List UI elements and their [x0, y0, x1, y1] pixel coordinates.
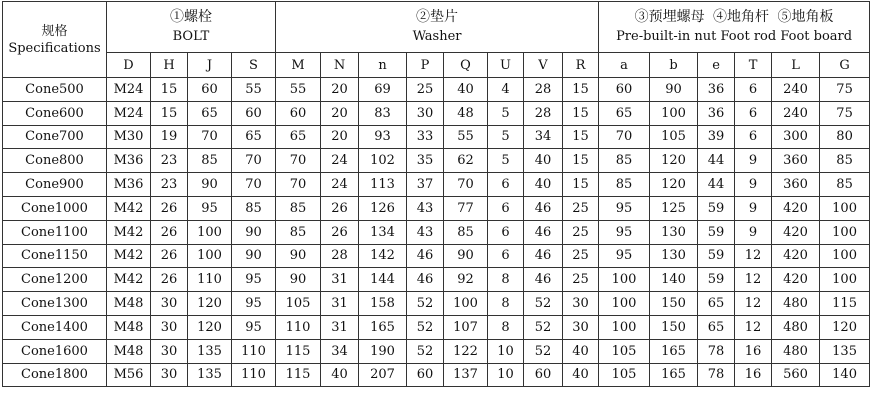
table-row [3, 101, 870, 125]
table-cell: 480 [772, 292, 820, 316]
washer-header-cn: ②垫片 [416, 9, 459, 25]
table-cell: 15 [151, 78, 188, 102]
table-cell: 100 [820, 196, 870, 220]
table-cell: 5 [488, 125, 524, 149]
table-cell: 46 [524, 268, 563, 292]
table-cell: 560 [772, 363, 820, 387]
table-cell: 65 [698, 315, 735, 339]
table-cell: 9 [735, 196, 772, 220]
table-cell: 4 [488, 78, 524, 102]
table-cell: 420 [772, 268, 820, 292]
table-row [3, 315, 870, 339]
table-cell: 8 [488, 315, 524, 339]
table-cell: 100 [650, 101, 698, 125]
specifications-table [2, 1, 870, 387]
row-spec-name: Cone1100 [3, 220, 107, 244]
table-cell: 20 [321, 101, 359, 125]
table-cell: 25 [563, 196, 599, 220]
table-cell: 70 [232, 149, 276, 173]
table-cell: 12 [735, 315, 772, 339]
spec-header [3, 2, 107, 78]
table-row [3, 149, 870, 173]
table-cell: 158 [359, 292, 407, 316]
table-cell: 31 [321, 292, 359, 316]
table-cell: 120 [188, 292, 232, 316]
column-header: D [107, 53, 151, 78]
table-cell: 52 [407, 339, 444, 363]
column-header: V [524, 53, 563, 78]
table-cell: 8 [488, 268, 524, 292]
table-cell: 95 [599, 220, 650, 244]
table-cell: 135 [820, 339, 870, 363]
table-cell: 360 [772, 149, 820, 173]
table-cell: 300 [772, 125, 820, 149]
table-cell: 85 [820, 173, 870, 197]
column-header: a [599, 53, 650, 78]
table-cell: 100 [444, 292, 488, 316]
table-cell: 23 [151, 173, 188, 197]
table-cell: 85 [444, 220, 488, 244]
table-cell: 59 [698, 196, 735, 220]
table-cell: 92 [444, 268, 488, 292]
table-cell: 48 [444, 101, 488, 125]
spec-header-en: Specifications [8, 40, 101, 56]
bolt-group-header [107, 2, 276, 53]
row-spec-name: Cone700 [3, 125, 107, 149]
table-cell: 130 [650, 244, 698, 268]
table-cell: 480 [772, 315, 820, 339]
row-spec-name: Cone1200 [3, 268, 107, 292]
table-cell: M30 [107, 125, 151, 149]
table-cell: 75 [820, 101, 870, 125]
table-cell: 19 [151, 125, 188, 149]
row-spec-name: Cone1600 [3, 339, 107, 363]
column-header: Q [444, 53, 488, 78]
column-header: N [321, 53, 359, 78]
table-cell: 15 [563, 101, 599, 125]
table-cell: 144 [359, 268, 407, 292]
table-cell: 43 [407, 196, 444, 220]
table-cell: 105 [276, 292, 321, 316]
column-header-row [3, 53, 870, 78]
column-header: b [650, 53, 698, 78]
table-cell: 78 [698, 363, 735, 387]
table-cell: 5 [488, 149, 524, 173]
table-cell: 36 [698, 101, 735, 125]
table-cell: 30 [407, 101, 444, 125]
table-cell: 60 [524, 363, 563, 387]
group-header-row [3, 2, 870, 53]
table-cell: 46 [524, 220, 563, 244]
table-cell: 85 [599, 149, 650, 173]
row-spec-name: Cone1300 [3, 292, 107, 316]
table-cell: 15 [563, 125, 599, 149]
table-cell: M42 [107, 196, 151, 220]
table-cell: 44 [698, 173, 735, 197]
table-cell: 95 [232, 268, 276, 292]
table-cell: M24 [107, 101, 151, 125]
table-cell: 60 [407, 363, 444, 387]
table-cell: 100 [188, 220, 232, 244]
table-cell: 165 [359, 315, 407, 339]
table-cell: 142 [359, 244, 407, 268]
table-cell: 52 [524, 315, 563, 339]
table-cell: 9 [735, 220, 772, 244]
column-header: L [772, 53, 820, 78]
table-cell: 240 [772, 78, 820, 102]
washer-group-header [276, 2, 599, 53]
table-cell: 30 [151, 363, 188, 387]
table-cell: 15 [563, 78, 599, 102]
washer-header-en: Washer [412, 29, 462, 44]
table-cell: 80 [820, 125, 870, 149]
bolt-header-cn: ①螺栓 [170, 9, 212, 25]
table-cell: 52 [524, 339, 563, 363]
table-cell: 90 [276, 268, 321, 292]
table-cell: 15 [151, 101, 188, 125]
table-cell: 12 [735, 244, 772, 268]
row-spec-name: Cone600 [3, 101, 107, 125]
table-cell: 90 [232, 220, 276, 244]
column-header: e [698, 53, 735, 78]
table-cell: 26 [151, 220, 188, 244]
table-cell: 39 [698, 125, 735, 149]
table-cell: 105 [650, 125, 698, 149]
table-cell: M36 [107, 173, 151, 197]
table-cell: 105 [599, 339, 650, 363]
column-header: H [151, 53, 188, 78]
table-cell: M42 [107, 244, 151, 268]
table-cell: 95 [232, 292, 276, 316]
table-cell: 24 [321, 173, 359, 197]
table-row [3, 292, 870, 316]
table-cell: 70 [599, 125, 650, 149]
table-cell: 33 [407, 125, 444, 149]
row-spec-name: Cone1800 [3, 363, 107, 387]
table-cell: 70 [232, 173, 276, 197]
table-cell: M48 [107, 315, 151, 339]
table-cell: 8 [488, 292, 524, 316]
table-cell: 24 [321, 149, 359, 173]
table-cell: 100 [599, 315, 650, 339]
table-row [3, 220, 870, 244]
table-cell: 115 [276, 363, 321, 387]
column-header: P [407, 53, 444, 78]
table-cell: 120 [650, 149, 698, 173]
table-cell: 135 [188, 339, 232, 363]
table-cell: 115 [276, 339, 321, 363]
table-cell: 70 [276, 149, 321, 173]
table-cell: 55 [276, 78, 321, 102]
table-cell: 113 [359, 173, 407, 197]
table-cell: 30 [563, 292, 599, 316]
table-cell: 107 [444, 315, 488, 339]
table-cell: 44 [698, 149, 735, 173]
table-cell: 90 [188, 173, 232, 197]
table-cell: 12 [735, 292, 772, 316]
table-cell: 30 [563, 315, 599, 339]
table-cell: 100 [188, 244, 232, 268]
table-cell: 26 [151, 196, 188, 220]
table-cell: 85 [599, 173, 650, 197]
table-cell: 26 [151, 244, 188, 268]
table-cell: 190 [359, 339, 407, 363]
table-cell: 52 [524, 292, 563, 316]
table-cell: 420 [772, 244, 820, 268]
table-cell: 140 [820, 363, 870, 387]
table-cell: 360 [772, 173, 820, 197]
column-header: G [820, 53, 870, 78]
table-cell: M48 [107, 339, 151, 363]
table-cell: 46 [407, 268, 444, 292]
table-cell: 480 [772, 339, 820, 363]
table-cell: 52 [407, 292, 444, 316]
table-cell: 134 [359, 220, 407, 244]
column-header: S [232, 53, 276, 78]
table-cell: 20 [321, 125, 359, 149]
row-spec-name: Cone1000 [3, 196, 107, 220]
table-cell: 60 [232, 101, 276, 125]
table-cell: 6 [735, 101, 772, 125]
table-cell: 90 [232, 244, 276, 268]
table-cell: 25 [407, 78, 444, 102]
table-cell: 28 [321, 244, 359, 268]
table-cell: 100 [599, 292, 650, 316]
table-cell: 25 [563, 220, 599, 244]
table-cell: 26 [321, 196, 359, 220]
table-cell: 150 [650, 292, 698, 316]
table-cell: 40 [444, 78, 488, 102]
table-cell: M42 [107, 220, 151, 244]
row-spec-name: Cone1400 [3, 315, 107, 339]
table-cell: 207 [359, 363, 407, 387]
table-cell: 26 [321, 220, 359, 244]
table-cell: 126 [359, 196, 407, 220]
table-cell: 120 [188, 315, 232, 339]
table-cell: M24 [107, 78, 151, 102]
table-cell: 20 [321, 78, 359, 102]
table-cell: 30 [151, 315, 188, 339]
table-cell: 70 [276, 173, 321, 197]
table-cell: 240 [772, 101, 820, 125]
table-cell: 75 [820, 78, 870, 102]
spec-header-cn: 规格 [41, 23, 68, 39]
table-cell: 95 [188, 196, 232, 220]
table-cell: 28 [524, 78, 563, 102]
table-cell: 28 [524, 101, 563, 125]
row-spec-name: Cone500 [3, 78, 107, 102]
table-cell: 100 [820, 268, 870, 292]
table-row [3, 363, 870, 387]
table-cell: 60 [599, 78, 650, 102]
table-cell: 10 [488, 363, 524, 387]
column-header: n [359, 53, 407, 78]
table-cell: 95 [599, 244, 650, 268]
table-cell: 55 [444, 125, 488, 149]
table-body [3, 78, 870, 387]
table-cell: M48 [107, 292, 151, 316]
table-cell: 100 [599, 268, 650, 292]
row-spec-name: Cone800 [3, 149, 107, 173]
table-cell: 6 [488, 173, 524, 197]
row-spec-name: Cone1150 [3, 244, 107, 268]
table-cell: 36 [698, 78, 735, 102]
table-cell: 15 [563, 173, 599, 197]
row-spec-name: Cone900 [3, 173, 107, 197]
table-cell: 110 [232, 339, 276, 363]
table-cell: 43 [407, 220, 444, 244]
table-cell: 59 [698, 244, 735, 268]
table-cell: 6 [488, 196, 524, 220]
table-cell: 85 [276, 196, 321, 220]
table-cell: 165 [650, 339, 698, 363]
table-cell: M42 [107, 268, 151, 292]
table-cell: M36 [107, 149, 151, 173]
table-cell: 90 [276, 244, 321, 268]
table-cell: 85 [232, 196, 276, 220]
table-cell: 65 [698, 292, 735, 316]
table-cell: 40 [321, 363, 359, 387]
table-cell: 110 [188, 268, 232, 292]
table-cell: 16 [735, 339, 772, 363]
table-cell: 37 [407, 173, 444, 197]
table-cell: 70 [444, 173, 488, 197]
table-cell: 62 [444, 149, 488, 173]
table-cell: 65 [232, 125, 276, 149]
table-cell: 6 [735, 78, 772, 102]
bolt-header-en: BOLT [172, 29, 210, 44]
table-cell: 5 [488, 101, 524, 125]
table-cell: 70 [188, 125, 232, 149]
table-cell: 125 [650, 196, 698, 220]
table-cell: 30 [151, 292, 188, 316]
table-cell: M56 [107, 363, 151, 387]
table-cell: 65 [599, 101, 650, 125]
foundation-group-header [599, 2, 870, 53]
foundation-header-en: Pre-built-in nut Foot rod Foot board [616, 29, 853, 44]
table-cell: 31 [321, 268, 359, 292]
table-cell: 40 [524, 173, 563, 197]
table-cell: 12 [735, 268, 772, 292]
table-cell: 100 [820, 220, 870, 244]
table-cell: 100 [820, 244, 870, 268]
column-header: T [735, 53, 772, 78]
table-row [3, 268, 870, 292]
table-cell: 69 [359, 78, 407, 102]
table-cell: 46 [524, 244, 563, 268]
table-cell: 25 [563, 268, 599, 292]
table-cell: 83 [359, 101, 407, 125]
table-cell: 120 [650, 173, 698, 197]
table-row [3, 78, 870, 102]
table-cell: 55 [232, 78, 276, 102]
column-header: M [276, 53, 321, 78]
table-cell: 85 [820, 149, 870, 173]
table-cell: 40 [563, 363, 599, 387]
table-cell: 60 [276, 101, 321, 125]
table-cell: 26 [151, 268, 188, 292]
table-cell: 6 [735, 125, 772, 149]
table-cell: 52 [407, 315, 444, 339]
table-cell: 46 [524, 196, 563, 220]
foundation-header-cn: ③预埋螺母 ④地角杆 ⑤地角板 [634, 9, 834, 25]
table-cell: 9 [735, 173, 772, 197]
table-cell: 110 [276, 315, 321, 339]
table-row [3, 244, 870, 268]
table-cell: 60 [188, 78, 232, 102]
table-cell: 40 [563, 339, 599, 363]
table-cell: 25 [563, 244, 599, 268]
table-cell: 35 [407, 149, 444, 173]
table-cell: 34 [321, 339, 359, 363]
table-cell: 9 [735, 149, 772, 173]
column-header: J [188, 53, 232, 78]
table-cell: 137 [444, 363, 488, 387]
table-cell: 102 [359, 149, 407, 173]
column-header: U [488, 53, 524, 78]
column-header: R [563, 53, 599, 78]
table-cell: 120 [820, 315, 870, 339]
table-cell: 95 [599, 196, 650, 220]
table-cell: 65 [276, 125, 321, 149]
table-cell: 59 [698, 268, 735, 292]
table-cell: 6 [488, 244, 524, 268]
table-cell: 95 [232, 315, 276, 339]
table-cell: 90 [650, 78, 698, 102]
table-row [3, 196, 870, 220]
table-cell: 130 [650, 220, 698, 244]
table-cell: 34 [524, 125, 563, 149]
table-cell: 40 [524, 149, 563, 173]
table-cell: 10 [488, 339, 524, 363]
table-cell: 6 [488, 220, 524, 244]
table-cell: 30 [151, 339, 188, 363]
table-cell: 122 [444, 339, 488, 363]
table-cell: 140 [650, 268, 698, 292]
table-cell: 16 [735, 363, 772, 387]
table-cell: 150 [650, 315, 698, 339]
table-cell: 46 [407, 244, 444, 268]
table-cell: 105 [599, 363, 650, 387]
table-cell: 15 [563, 149, 599, 173]
table-cell: 23 [151, 149, 188, 173]
table-cell: 65 [188, 101, 232, 125]
table-cell: 420 [772, 196, 820, 220]
table-cell: 31 [321, 315, 359, 339]
table-cell: 93 [359, 125, 407, 149]
table-cell: 420 [772, 220, 820, 244]
table-cell: 59 [698, 220, 735, 244]
table-cell: 110 [232, 363, 276, 387]
table-cell: 135 [188, 363, 232, 387]
table-cell: 90 [444, 244, 488, 268]
table-cell: 78 [698, 339, 735, 363]
table-cell: 115 [820, 292, 870, 316]
table-row [3, 173, 870, 197]
table-cell: 85 [188, 149, 232, 173]
table-cell: 77 [444, 196, 488, 220]
table-row [3, 125, 870, 149]
table-cell: 165 [650, 363, 698, 387]
table-row [3, 339, 870, 363]
table-cell: 85 [276, 220, 321, 244]
